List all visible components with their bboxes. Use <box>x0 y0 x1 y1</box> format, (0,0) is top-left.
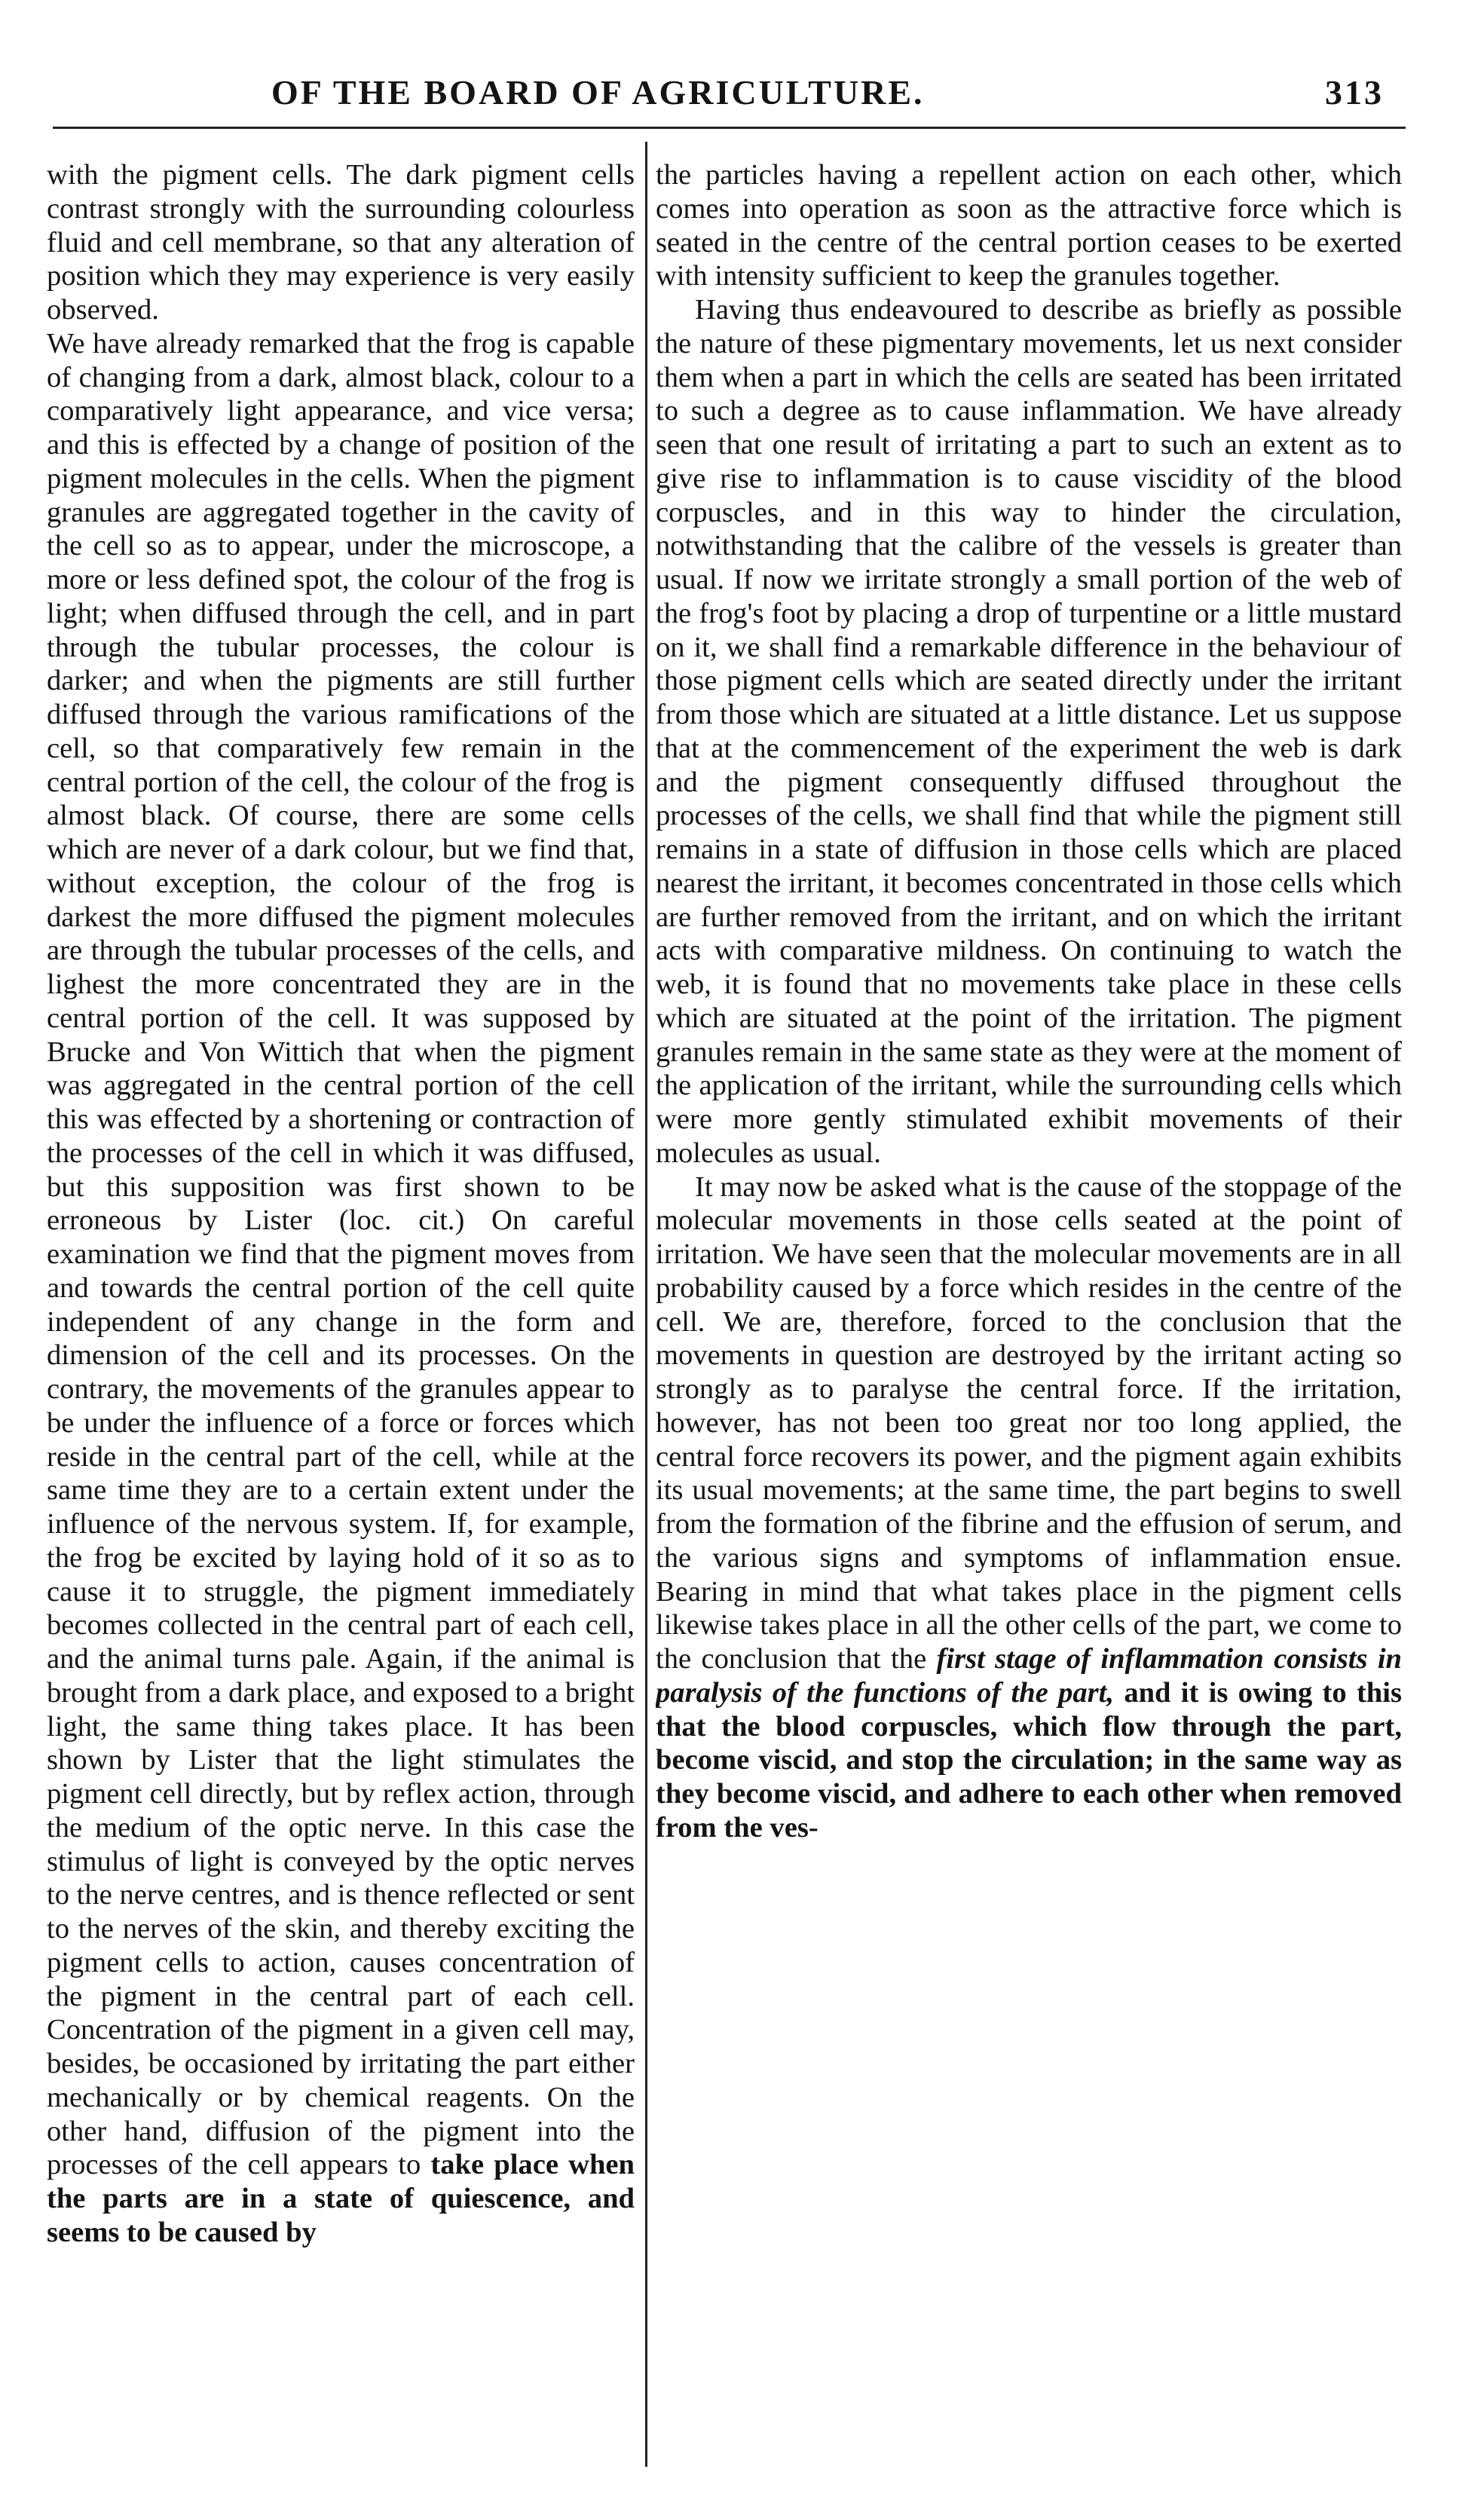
emphasized-conclusion: first stage of inflammation consists in paralysis of the functions of the part, <box>656 1643 1402 1709</box>
left-paragraph-2-text: We have already remarked that the frog is capable of changing from a dark, almost black, colour to a comparatively light appearance, and vice versa; and this is effected by a change of position of the pigment molecules in the cells. When the pigment granules are aggregated together in the cavity of the cell so as to appear, under the microscope, a more or less defined spot, the colour of the frog is light; when diffused through the cell, and in part through the tubular processes, the colour is darker; and when the pigments are still further diffused through the various ramifications of the cell, so that comparatively few remain in the central portion of the cell, the colour of the frog is almost black. Of course, there are some cells which are never of a dark colour, but we find that, without exception, the colour of the frog is darkest the more diffused the pigment molecules are through the tubular processes of the cells, and lighest the more concentrated they are in the central portion of the cell. It was supposed by Brucke and Von Wittich that when the pigment was aggregated in the central portion of the cell this was effected by a shortening or contraction of the processes of the cell in which it was diffused, but this supposition was first shown to be erroneous by Lister (loc. cit.) On careful examination we find that the pigment moves from and towards the central portion of the cell quite independent of any change in the form and dimension of the cell and its processes. On the contrary, the movements of the granules appear to be under the influence of a force or forces which reside in the central part of the cell, while at the same time they are to a certain extent under the influence of the nervous system. If, for example, the frog be excited by laying hold of it so as to cause it to struggle, the pigment immediately becomes collected in the central part of each cell, and the animal turns pale. Again, if the animal is brought from a dark place, and exposed to a bright light, the same thing takes place. It has been shown by Lister that the light stimulates the pigment cell directly, but by reflex action, through the medium of the optic nerve. In this case the stimulus of light is conveyed by the optic nerves to the nerve centres, and is thence reflected or sent to the nerves of the skin, and thereby exciting the pigment cells to action, causes concentration of the pigment in the central part of each cell. Concentration of the pigment in a given cell may, besides, be occasioned by irritating the part either mechanically or by chemical reagents. On the other hand, diffusion of the pigment into the processes of the cell appears to <box>47 327 635 2181</box>
right-paragraph-3-bold-tail: and it is owing to this that the blood corpuscles, which flow through the part, become viscid, and stop the circulation; in the same way as they become viscid, and adhere to each other when removed from the ves- <box>656 1676 1402 1844</box>
left-paragraph-1: with the pigment cells. The dark pigment cells contrast strongly with the surrounding colourless fluid and cell membrane, so that any alteration of position which they may experience is very easily observed. <box>47 159 635 326</box>
right-paragraph-2: Having thus endeavoured to describe as briefly as possible the nature of these pigmentary movements, let us next consider them when a part in which the cells are seated has been irritated to such a degree as to cause inflammation. We have already seen that one result of irritating a part to such an extent as to give rise to inflammation is to cause viscidity of the blood corpuscles, and in this way to hinder the circulation, notwithstanding that the calibre of the vessels is greater than usual. If now we irritate strongly a small portion of the web of the frog's foot by placing a drop of turpentine or a little mustard on it, we shall find a remarkable difference in the behaviour of those pigment cells which are seated directly under the irritant from those which are situated at a little distance. Let us suppose that at the commencement of the experiment the web is dark and the pigment consequently diffused throughout the processes of the cells, we shall find that while the pigment still remains in a state of diffusion in those cells which are placed nearest the irritant, it becomes concentrated in those cells which are further removed from the irritant, and on which the irritant acts with comparative mildness. On continuing to watch the web, it is found that no movements take place in these cells which are situated at the point of the irritation. The pigment granules remain in the same state as they were at the moment of the application of the irritant, while the surrounding cells which were more gently stimulated exhibit movements of their molecules as usual. <box>656 294 1402 1169</box>
column-divider <box>645 142 647 2467</box>
left-paragraph-2 <box>47 327 635 2250</box>
running-head <box>271 72 1402 118</box>
right-paragraph-1: the particles having a repellent action on each other, which comes into operation as soon as the attractive force which is seated in the centre of the central portion ceases to be exerted with intensity sufficient to keep the granules together. <box>656 159 1402 292</box>
right-column <box>656 158 1402 2465</box>
right-paragraph-3-text: It may now be asked what is the cause of the stoppage of the molecular movements in those cells seated at the point of irritation. We have seen that the molecular movements are in all probability caused by a force which resides in the centre of the cell. We are, therefore, forced to the conclusion that the movements in question are destroyed by the irritant acting so strongly as to paralyse the central force. If the irritation, however, has not been too great nor too long applied, the central force recovers its power, and the pigment again exhibits its usual movements; at the same time, the part begins to swell from the formation of the fibrine and the effusion of serum, and the various signs and symptoms of inflammation ensue. Bearing in mind that what takes place in the pigment cells likewise takes place in all the other cells of the part, we come to the conclusion that the <box>656 1170 1402 1675</box>
left-column <box>47 158 635 2465</box>
left-paragraph-2-bold-tail: take place when the parts are in a state of quiescence, and seems to be caused by <box>47 2149 635 2248</box>
page-number: 313 <box>1325 73 1384 112</box>
right-paragraph-3 <box>656 1170 1402 1845</box>
header-rule <box>53 127 1406 129</box>
running-title: OF THE BOARD OF AGRICULTURE. <box>271 73 925 112</box>
